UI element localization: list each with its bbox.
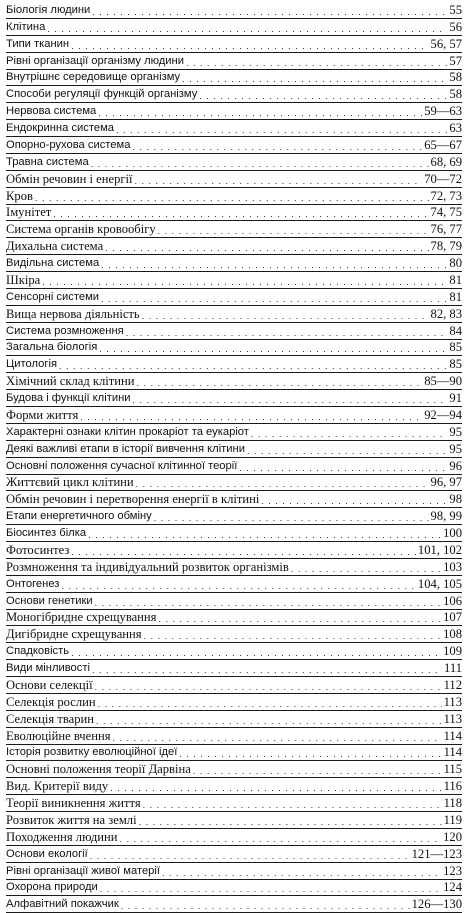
- toc-entry-page: 57: [449, 53, 462, 68]
- toc-entry-title: Селекція тварин: [6, 711, 94, 726]
- toc-entry-title: Форми життя: [6, 407, 79, 422]
- toc-dot-leader: [239, 463, 447, 473]
- toc-entry-page: 95: [449, 424, 462, 439]
- toc-entry-title: Дихальна система: [6, 239, 104, 254]
- toc-entry-page: 74, 75: [430, 205, 462, 220]
- toc-dot-leader: [110, 783, 441, 793]
- toc-entry-page: 70—72: [424, 171, 462, 186]
- toc-entry-title: Клітина: [6, 20, 46, 33]
- toc-dot-leader: [101, 294, 447, 304]
- toc-entry-page: 84: [449, 323, 462, 338]
- toc-dot-leader: [91, 159, 429, 169]
- toc-entry[interactable]: [6, 846, 462, 863]
- toc-entry-page: 72, 73: [430, 188, 462, 203]
- toc-entry-page: 124: [443, 880, 462, 895]
- toc-entry-title: Кров: [6, 188, 33, 203]
- toc-dot-leader: [182, 74, 447, 84]
- toc-entry[interactable]: [6, 188, 462, 205]
- toc-entry-title: Загальна біологія: [6, 341, 98, 354]
- toc-entry-page: 59—63: [424, 104, 462, 119]
- toc-entry[interactable]: [6, 863, 462, 880]
- toc-dot-leader: [95, 682, 442, 692]
- toc-entry-page: 116: [443, 779, 462, 794]
- toc-entry-page: 98, 99: [430, 509, 462, 524]
- toc-entry-title: Система органів кровообігу: [6, 222, 156, 237]
- toc-entry-title: Походження людини: [6, 829, 118, 844]
- toc-entry[interactable]: [6, 525, 462, 542]
- toc-dot-leader: [162, 868, 441, 878]
- toc-entry[interactable]: [6, 458, 462, 475]
- toc-entry-title: Вид. Критерії виду: [6, 779, 109, 794]
- toc-entry-page: 55: [449, 2, 462, 17]
- toc-entry[interactable]: [6, 610, 462, 627]
- toc-dot-leader: [96, 716, 442, 726]
- toc-entry[interactable]: [6, 154, 462, 171]
- toc-dot-leader: [261, 496, 447, 506]
- toc-entry[interactable]: [6, 441, 462, 458]
- toc-entry-title: Спадковість: [6, 645, 70, 658]
- toc-entry-page: 123: [443, 863, 462, 878]
- toc-entry-title: Типи тканин: [6, 37, 70, 50]
- toc-dot-leader: [53, 209, 428, 219]
- toc-entry[interactable]: [6, 424, 462, 441]
- toc-entry-page: 80: [449, 256, 462, 270]
- toc-entry[interactable]: [6, 340, 462, 357]
- toc-entry-title: Цитологія: [6, 358, 57, 371]
- toc-entry[interactable]: [6, 677, 462, 694]
- toc-entry[interactable]: [6, 221, 462, 238]
- toc-entry-page: 106: [443, 593, 462, 608]
- toc-entry[interactable]: [6, 103, 462, 120]
- toc-entry[interactable]: [6, 356, 462, 373]
- toc-entry-title: Основні положення сучасної клітинної теорії: [6, 459, 238, 472]
- toc-dot-leader: [71, 648, 441, 658]
- toc-dot-leader: [193, 766, 442, 776]
- toc-entry[interactable]: [6, 576, 462, 593]
- toc-entry[interactable]: [6, 390, 462, 407]
- toc-entry-page: 76, 77: [430, 222, 462, 237]
- toc-entry-title: Еволюційне вчення: [6, 728, 111, 743]
- toc-entry[interactable]: [6, 70, 462, 87]
- toc-entry-title: Види мінливості: [6, 662, 90, 674]
- toc-dot-leader: [291, 564, 441, 574]
- toc-entry-page: 95: [449, 441, 462, 456]
- toc-entry-title: Біосинтез білка: [6, 527, 87, 539]
- toc-entry-title: Травна система: [6, 155, 89, 168]
- toc-dot-leader: [47, 24, 447, 34]
- toc-entry-page: 101, 102: [417, 542, 462, 557]
- toc-entry[interactable]: [6, 407, 462, 424]
- toc-dot-leader: [80, 412, 422, 422]
- toc-dot-leader: [71, 547, 416, 557]
- toc-entry-page: 104, 105: [417, 576, 462, 591]
- toc-entry-page: 63: [449, 121, 462, 135]
- toc-entry-page: 126—130: [411, 897, 462, 912]
- toc-entry[interactable]: [6, 272, 462, 289]
- toc-entry-page: 114: [443, 728, 462, 743]
- toc-dot-leader: [71, 41, 428, 51]
- toc-entry-page: 96: [449, 458, 462, 473]
- toc-entry-title: Фотосинтез: [6, 542, 70, 557]
- toc-entry-title: Способи регуляції функцій організму: [6, 88, 198, 101]
- toc-entry-page: 114: [443, 745, 462, 760]
- toc-entry[interactable]: [6, 626, 462, 643]
- toc-dot-leader: [92, 7, 447, 17]
- toc-entry[interactable]: [6, 559, 462, 576]
- toc-dot-leader: [133, 395, 448, 405]
- toc-dot-leader: [186, 58, 447, 68]
- toc-entry[interactable]: [6, 137, 462, 154]
- toc-entry[interactable]: [6, 238, 462, 255]
- toc-entry-title: Внутрішнє середовище організму: [6, 71, 181, 84]
- toc-entry[interactable]: [6, 778, 462, 795]
- toc-entry[interactable]: [6, 2, 462, 19]
- toc-entry-page: 56: [449, 19, 462, 34]
- toc-entry[interactable]: [6, 120, 462, 137]
- toc-entry-page: 103: [443, 559, 462, 574]
- toc-dot-leader: [105, 243, 428, 253]
- toc-dot-leader: [139, 817, 442, 827]
- toc-entry-title: Біологія людини: [6, 3, 91, 16]
- toc-entry-page: 107: [443, 610, 462, 625]
- toc-entry-page: 85: [449, 340, 462, 355]
- toc-entry[interactable]: [6, 53, 462, 70]
- toc-entry-title: Рівні організації організму людини: [6, 54, 184, 67]
- toc-entry-title: Розмноження та індивідуальний розвиток організмів: [6, 559, 289, 574]
- toc-entry-page: 78, 79: [430, 239, 462, 254]
- toc-entry[interactable]: [6, 660, 462, 677]
- toc-entry-page: 112: [443, 677, 462, 692]
- toc-dot-leader: [121, 901, 410, 911]
- toc-entry[interactable]: [6, 795, 462, 812]
- toc-dot-leader: [143, 800, 442, 810]
- toc-entry[interactable]: [6, 812, 462, 829]
- toc-entry[interactable]: [6, 694, 462, 711]
- toc-entry[interactable]: [6, 593, 462, 610]
- toc-dot-leader: [116, 125, 447, 135]
- toc-entry-title: Життєвий цикл клітини: [6, 475, 134, 490]
- toc-entry-page: 65—67: [424, 137, 462, 152]
- toc-entry-page: 68, 69: [430, 154, 462, 169]
- toc-entry[interactable]: [6, 542, 462, 559]
- toc-entry-title: Основи генетики: [6, 594, 93, 607]
- toc-entry-page: 118: [443, 796, 462, 810]
- toc-entry[interactable]: [6, 728, 462, 745]
- toc-entry-title: Теорії виникнення життя: [6, 796, 141, 810]
- toc-entry-title: Алфавітний покажчик: [6, 898, 119, 911]
- toc-entry[interactable]: [6, 491, 462, 508]
- toc-dot-leader: [126, 328, 448, 338]
- toc-dot-leader: [42, 277, 447, 287]
- toc-entry-title: Видільна система: [6, 257, 100, 269]
- toc-dot-leader: [35, 193, 429, 203]
- toc-dot-leader: [247, 446, 447, 456]
- toc-entry-page: 121—123: [411, 846, 462, 861]
- toc-dot-leader: [113, 733, 442, 743]
- toc-entry-title: Обмін речовин і перетворення енергії в клітині: [6, 492, 260, 507]
- toc-entry-page: 113: [443, 694, 462, 709]
- toc-entry-title: Ендокринна система: [6, 122, 115, 134]
- toc-entry-page: 119: [443, 812, 462, 827]
- toc-entry[interactable]: [6, 289, 462, 306]
- toc-entry[interactable]: [6, 896, 462, 913]
- toc-entry-page: 58: [449, 87, 462, 102]
- toc-dot-leader: [158, 614, 441, 624]
- toc-entry-title: Характерні ознаки клітин прокаріот та еукаріот: [6, 425, 249, 438]
- toc-entry-title: Опорно-рухова система: [6, 138, 131, 151]
- toc-entry[interactable]: [6, 36, 462, 53]
- toc-entry[interactable]: [6, 880, 462, 897]
- toc-entry-title: Обмін речовин і енергії: [6, 171, 133, 186]
- toc-entry-title: Історія розвитку еволюційної ідеї: [6, 746, 178, 759]
- toc-dot-leader: [142, 311, 429, 321]
- toc-entry-title: Вища нервова діяльність: [6, 306, 140, 321]
- toc-dot-leader: [251, 429, 448, 439]
- toc-entry[interactable]: [6, 745, 462, 762]
- toc-entry[interactable]: [6, 373, 462, 390]
- toc-entry[interactable]: [6, 761, 462, 778]
- toc-dot-leader: [90, 851, 410, 861]
- toc-entry[interactable]: [6, 829, 462, 846]
- toc-entry[interactable]: [6, 475, 462, 492]
- toc-entry[interactable]: [6, 323, 462, 340]
- toc-entry-page: 91: [449, 391, 462, 405]
- table-of-contents: [6, 2, 462, 913]
- toc-entry[interactable]: [6, 711, 462, 728]
- toc-entry[interactable]: [6, 205, 462, 222]
- toc-entry-page: 82, 83: [430, 306, 462, 321]
- toc-entry[interactable]: [6, 306, 462, 323]
- toc-dot-leader: [98, 699, 442, 709]
- toc-entry[interactable]: [6, 643, 462, 660]
- toc-entry-title: Деякі важливі етапи в історії вивчення клітини: [6, 442, 245, 455]
- toc-entry-page: 100: [443, 526, 462, 540]
- toc-dot-leader: [99, 344, 447, 354]
- toc-entry-page: 98: [449, 492, 462, 507]
- toc-entry-title: Хімічний склад клітини: [6, 374, 135, 389]
- toc-dot-leader: [101, 260, 447, 270]
- toc-entry-title: Система розмноження: [6, 324, 124, 337]
- toc-entry[interactable]: [6, 86, 462, 103]
- toc-entry-title: Онтогенез: [6, 577, 60, 590]
- toc-entry-title: Сенсорні системи: [6, 290, 100, 303]
- toc-entry-title: Будова і функції клітини: [6, 392, 131, 404]
- toc-entry-title: Основні положення теорії Дарвіна: [6, 762, 191, 777]
- toc-entry-title: Основи селекції: [6, 677, 93, 692]
- toc-entry-title: Охорона природи: [6, 881, 98, 894]
- toc-dot-leader: [59, 361, 447, 371]
- toc-dot-leader: [179, 749, 441, 759]
- toc-entry-page: 109: [443, 644, 462, 659]
- toc-entry-page: 115: [443, 762, 462, 777]
- toc-entry-title: Селекція рослин: [6, 694, 96, 709]
- toc-dot-leader: [144, 631, 442, 641]
- toc-entry-page: 81: [449, 289, 462, 304]
- toc-dot-leader: [119, 834, 441, 844]
- toc-entry-title: Розвиток життя на землі: [6, 812, 137, 827]
- toc-entry[interactable]: [6, 255, 462, 272]
- toc-entry-page: 92—94: [424, 407, 462, 422]
- toc-dot-leader: [100, 884, 441, 894]
- toc-dot-leader: [158, 226, 429, 236]
- toc-entry[interactable]: [6, 508, 462, 525]
- toc-entry-title: Нервова система: [6, 105, 97, 118]
- toc-dot-leader: [154, 513, 429, 523]
- toc-dot-leader: [61, 581, 415, 591]
- toc-entry-title: Шкіра: [6, 272, 41, 287]
- toc-entry-title: Імунітет: [6, 205, 52, 220]
- toc-entry-title: Основи екології: [6, 847, 88, 860]
- toc-dot-leader: [136, 479, 429, 489]
- toc-entry-page: 111: [444, 661, 462, 675]
- toc-entry-title: Моногібридне схрещування: [6, 610, 157, 625]
- toc-entry-page: 56, 57: [430, 36, 462, 51]
- toc-dot-leader: [137, 378, 423, 388]
- toc-entry-page: 108: [443, 627, 462, 642]
- toc-dot-leader: [92, 665, 442, 675]
- toc-dot-leader: [135, 176, 423, 186]
- toc-entry-page: 113: [443, 711, 462, 726]
- toc-entry-title: Дигібридне схрещування: [6, 627, 142, 642]
- toc-dot-leader: [98, 108, 422, 118]
- toc-dot-leader: [132, 142, 422, 152]
- toc-entry-page: 58: [449, 70, 462, 85]
- toc-dot-leader: [199, 91, 447, 101]
- toc-entry-page: 96, 97: [430, 475, 462, 490]
- toc-entry[interactable]: [6, 171, 462, 188]
- toc-entry-page: 120: [443, 829, 462, 844]
- toc-entry-page: 85: [449, 357, 462, 372]
- toc-dot-leader: [95, 598, 442, 608]
- toc-entry-page: 81: [449, 272, 462, 287]
- toc-entry[interactable]: [6, 19, 462, 36]
- toc-entry-page: 85—90: [424, 374, 462, 389]
- toc-entry-title: Етапи енергетичного обміну: [6, 510, 152, 523]
- toc-dot-leader: [88, 530, 441, 540]
- toc-entry-title: Рівні організації живої матерії: [6, 864, 160, 877]
